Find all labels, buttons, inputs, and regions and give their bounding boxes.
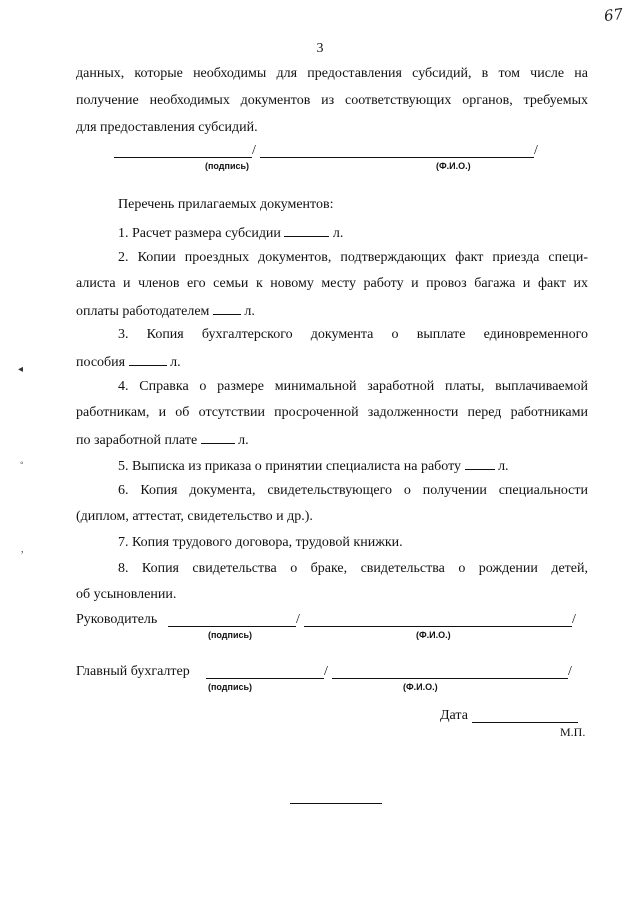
pages-unit: л. (238, 433, 249, 448)
list-item-3-line-2 (76, 353, 588, 371)
pages-blank[interactable] (284, 224, 329, 237)
margin-mark: ◦ (20, 458, 24, 469)
separator-slash: / (324, 664, 328, 679)
item-text: по заработной плате (76, 433, 198, 448)
item-text: пособия (76, 355, 126, 370)
item-text: оплаты работодателем (76, 304, 210, 319)
pages-blank[interactable] (129, 353, 167, 366)
list-item-1 (118, 224, 588, 242)
margin-mark: , (21, 544, 24, 555)
signature-caption: (подпись) (205, 161, 250, 171)
item-text: 1. Расчет размера субсидии (118, 226, 281, 241)
pages-unit: л. (332, 226, 344, 241)
list-item-3-line-1: 3. Копия бухгалтерского документа о выплате единовременного (118, 327, 588, 342)
separator-slash: / (568, 664, 572, 679)
list-item-4-line-2: работникам, и об отсутствии просроченной задолженности перед работниками (76, 405, 588, 420)
item-text: 5. Выписка из приказа о принятии специалиста на работу (118, 459, 462, 474)
separator-slash: / (572, 612, 576, 627)
accountant-signature-line[interactable] (206, 678, 324, 679)
pages-blank[interactable] (201, 431, 235, 444)
list-item-4-line-1: 4. Справка о размере минимальной заработной платы, выплачиваемой (118, 379, 588, 394)
pages-blank[interactable] (213, 302, 241, 315)
list-item-2-line-1: 2. Копии проездных документов, подтверждающих факт приезда специ- (118, 250, 588, 265)
signature-caption: (подпись) (208, 682, 253, 692)
pages-unit: л. (170, 355, 181, 370)
date-line[interactable] (472, 722, 578, 723)
intro-line-3: для предоставления субсидий. (76, 120, 258, 135)
pages-unit: л. (498, 459, 509, 474)
accountant-label: Главный бухгалтер (76, 664, 190, 679)
signature-line[interactable] (114, 157, 252, 158)
name-caption: (Ф.И.О.) (416, 630, 451, 640)
list-item-5 (118, 457, 588, 475)
accountant-name-line[interactable] (332, 678, 568, 679)
list-item-8-line-1: 8. Копия свидетельства о браке, свидетельства о рождении детей, (118, 561, 588, 576)
bottom-rule (290, 803, 382, 804)
separator-slash: / (252, 143, 256, 158)
head-label: Руководитель (76, 612, 158, 627)
margin-mark: ◂ (18, 364, 24, 375)
list-item-4-line-3 (76, 431, 588, 449)
list-item-8-line-2: об усыновлении. (76, 587, 177, 602)
pages-blank[interactable] (465, 457, 495, 470)
separator-slash: / (296, 612, 300, 627)
list-item-7: 7. Копия трудового договора, трудовой книжки. (118, 535, 403, 550)
head-name-line[interactable] (304, 626, 572, 627)
date-label: Дата (440, 708, 468, 723)
list-item-6-line-1: 6. Копия документа, свидетельствующего о получении специальности (118, 483, 588, 498)
seal-label: М.П. (560, 725, 586, 739)
corner-page-number: 67 (602, 4, 625, 26)
head-signature-line[interactable] (168, 626, 296, 627)
name-line[interactable] (260, 157, 534, 158)
separator-slash: / (534, 143, 538, 158)
list-title: Перечень прилагаемых документов: (118, 197, 334, 212)
page-number: 3 (316, 41, 324, 56)
list-item-2-line-3 (76, 302, 588, 320)
name-caption: (Ф.И.О.) (403, 682, 438, 692)
intro-line-2: получение необходимых документов из соответствующих органов, требуемых (76, 93, 588, 108)
pages-unit: л. (244, 304, 255, 319)
list-item-6-line-2: (диплом, аттестат, свидетельство и др.). (76, 509, 313, 524)
list-item-2-line-2: алиста и членов его семьи к новому месту работу и провоз багажа и факт их (76, 276, 588, 291)
intro-line-1: данных, которые необходимы для предоставления субсидий, в том числе на (76, 66, 588, 81)
signature-caption: (подпись) (208, 630, 253, 640)
name-caption: (Ф.И.О.) (436, 161, 471, 171)
